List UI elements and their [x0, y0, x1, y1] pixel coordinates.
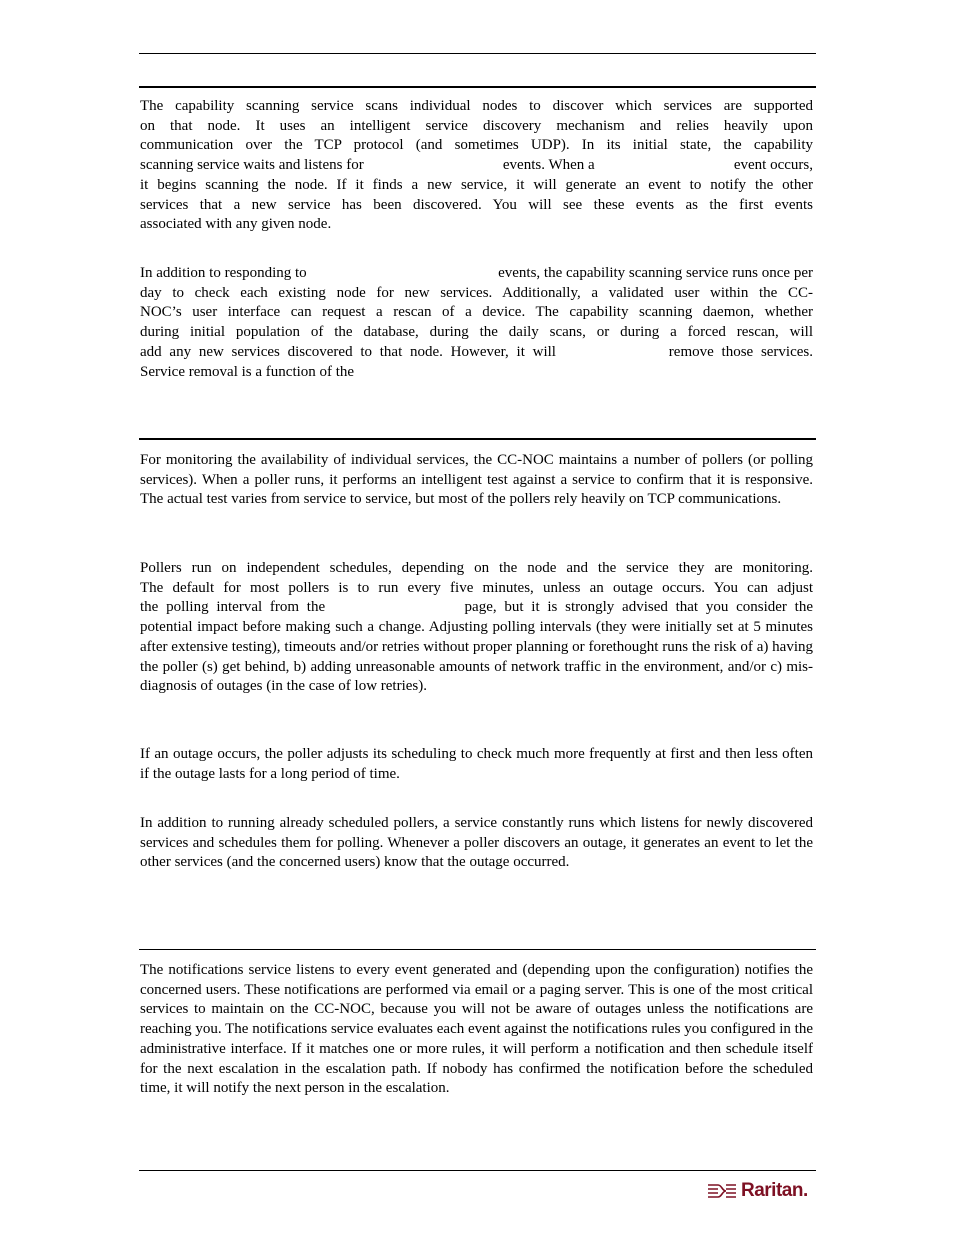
- text-fragment: the polling interval from the: [140, 599, 326, 616]
- section-divider: [139, 438, 816, 440]
- text-line: NOC’s user interface can request a rescan of a device. The capability scanning daemon, whether: [140, 304, 813, 321]
- text-line: The capability scanning service scans individual nodes to discover which services are supported: [140, 98, 813, 114]
- paragraph: [140, 559, 813, 697]
- text-block: potential impact before making such a change. Adjusting polling intervals (they were initially set at 5 minutes after extensive testing), timeouts and/or retries without proper planning or forethought runs the risk of a) having the poller (s) get behind, b) adding unreasonable amounts of network traffic in the environment, and/or c) mis-diagnosis of outages (in the case of low retries).: [140, 619, 813, 695]
- logo-text: Raritan.: [741, 1180, 808, 1201]
- text-line: communication over the TCP protocol (and sometimes UDP). In its initial state, the capability: [140, 137, 813, 154]
- text-line: Service removal is a function of the: [140, 363, 355, 380]
- text-fragment: remove those services.: [668, 343, 813, 360]
- raritan-logo-icon: [706, 1182, 738, 1200]
- text-line: The default for most pollers is to run every five minutes, unless an outage occurs. You can adjust: [140, 579, 813, 596]
- text-line: [140, 264, 813, 284]
- section-divider: [139, 86, 816, 88]
- text-line: Pollers run on independent schedules, depending on the node and the service they are monitoring.: [140, 560, 813, 576]
- paragraph: If an outage occurs, the poller adjusts its scheduling to check much more frequently at first and then less often if the outage lasts for a long period of time.: [140, 746, 813, 782]
- text-line: during initial population of the database, during the daily scans, or during a forced rescan, will: [140, 324, 813, 341]
- text-line: associated with any given node.: [140, 216, 332, 233]
- paragraph: For monitoring the availability of individual services, the CC-NOC maintains a number of pollers (or polling services). When a poller runs, it performs an intelligent test against a service to confirm that it is responsive. The actual test varies from service to service, but most of the pollers rely heavily on TCP communications.: [140, 452, 813, 508]
- text-line: [140, 156, 813, 176]
- text-fragment: events. When a: [502, 157, 595, 174]
- text-line: [140, 598, 813, 618]
- paragraph: The notifications service listens to every event generated and (depending upon the configuration) notifies the concerned users. These notifications are performed via email or a paging server. This is one of the most critical services to maintain on the CC-NOC, because you will not be aware of outages unless the notifications are reaching you. The notifications service evaluates each event against the notifications rules you configured in the administrative interface. If it matches one or more rules, it will perform a notification and then schedule itself for the next escalation in the escalation path. If nobody has confirmed the notification before the scheduled time, it will notify the next person in the escalation.: [140, 962, 813, 1097]
- text-fragment: page, but it is strongly advised that you consider the: [464, 599, 813, 616]
- text-fragment: scanning service waits and listens for: [140, 157, 364, 174]
- header-rule: [139, 53, 816, 54]
- paragraph: In addition to running already scheduled pollers, a service constantly runs which listens for newly discovered services and schedules them for polling. Whenever a poller discovers an outage, it generates an event to let the other services (and the concerned users) know that the outage occurred.: [140, 815, 813, 871]
- text-line: it begins scanning the node. If it finds a new service, it will generate an event to notify the other: [140, 176, 813, 193]
- text-fragment: In addition to responding to: [140, 265, 307, 281]
- text-fragment: add any new services discovered to that node. However, it will: [140, 343, 556, 360]
- text-fragment: events, the capability scanning service runs once per: [498, 265, 813, 281]
- paragraph: [140, 264, 813, 382]
- section-divider: [139, 949, 816, 950]
- footer-rule: [139, 1170, 816, 1171]
- text-line: [140, 343, 813, 363]
- text-fragment: event occurs,: [733, 157, 813, 174]
- paragraph: [140, 97, 813, 235]
- text-line: services that a new service has been discovered. You will see these events as the first events: [140, 196, 813, 213]
- raritan-logo: [706, 1180, 812, 1202]
- text-line: on that node. It uses an intelligent service discovery mechanism and relies heavily upon: [140, 117, 813, 134]
- text-line: day to check each existing node for new services. Additionally, a validated user within the CC-: [140, 284, 813, 301]
